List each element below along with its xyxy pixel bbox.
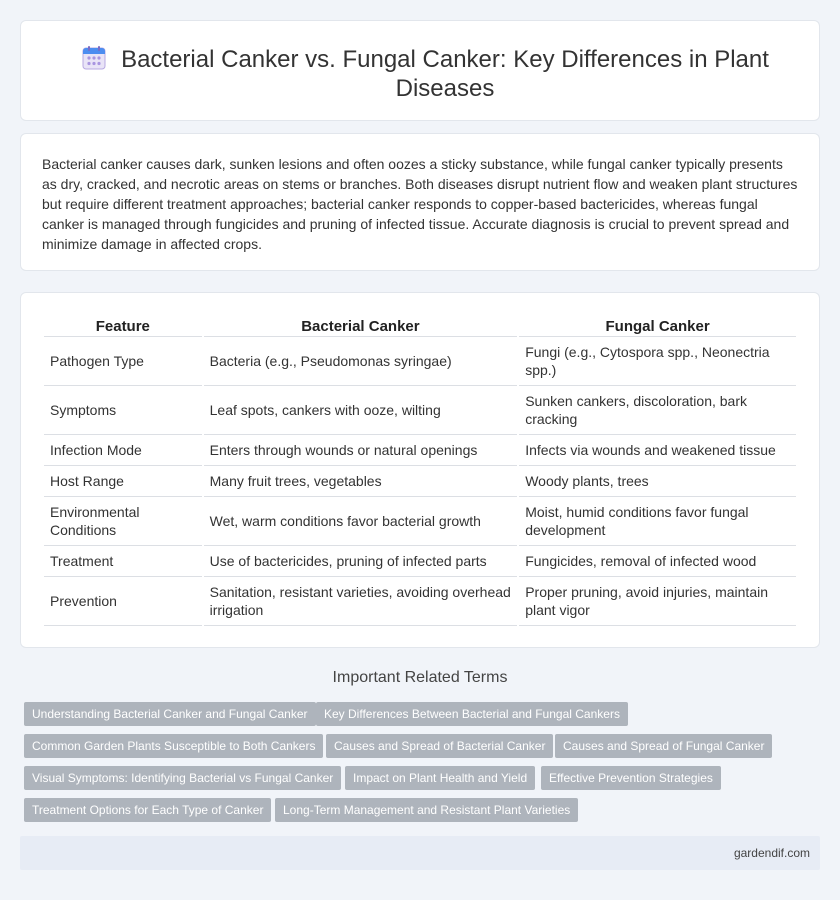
table-cell-feature: Environmental Conditions: [44, 497, 202, 546]
related-tag[interactable]: Effective Prevention Strategies: [541, 766, 721, 790]
comparison-table: [42, 313, 798, 626]
related-tag[interactable]: Visual Symptoms: Identifying Bacterial vs Fungal Canker: [24, 766, 341, 790]
table-cell-bacterial: Many fruit trees, vegetables: [204, 466, 518, 497]
table-cell-fungal: Sunken cankers, discoloration, bark cracking: [519, 386, 796, 435]
related-terms-heading: Important Related Terms: [332, 669, 508, 686]
related-tag[interactable]: Impact on Plant Health and Yield: [345, 766, 535, 790]
table-cell-fungal: Fungi (e.g., Cytospora spp., Neonectria spp.): [519, 337, 796, 386]
table-cell-bacterial: Bacteria (e.g., Pseudomonas syringae): [204, 337, 518, 386]
table-cell-fungal: Woody plants, trees: [519, 466, 796, 497]
table-cell-fungal: Infects via wounds and weakened tissue: [519, 435, 796, 466]
table-cell-feature: Prevention: [44, 577, 202, 626]
table-cell-feature: Infection Mode: [44, 435, 202, 466]
table-cell-fungal: Proper pruning, avoid injuries, maintain plant vigor: [519, 577, 796, 626]
intro-card: [20, 133, 820, 271]
table-row: [44, 577, 796, 626]
table-cell-feature: Pathogen Type: [44, 337, 202, 386]
table-cell-feature: Host Range: [44, 466, 202, 497]
table-cell-bacterial: Wet, warm conditions favor bacterial growth: [204, 497, 518, 546]
related-tag[interactable]: Long-Term Management and Resistant Plant Varieties: [275, 798, 578, 822]
footer-site[interactable]: gardendif.com: [733, 846, 810, 860]
header-feature: Feature: [44, 313, 202, 337]
title-wrap: [21, 45, 819, 103]
table-header-row: [44, 313, 796, 337]
table-cell-bacterial: Enters through wounds or natural openings: [204, 435, 518, 466]
header-bacterial: Bacterial Canker: [204, 313, 518, 337]
table-cell-fungal: Moist, humid conditions favor fungal development: [519, 497, 796, 546]
table-row: [44, 337, 796, 386]
table-row: [44, 466, 796, 497]
table-cell-bacterial: Leaf spots, cankers with ooze, wilting: [204, 386, 518, 435]
page-title: Bacterial Canker vs. Fungal Canker: Key Differences in Plant Diseases: [121, 46, 769, 102]
table-cell-fungal: Fungicides, removal of infected wood: [519, 546, 796, 577]
related-tag[interactable]: Common Garden Plants Susceptible to Both Cankers: [24, 734, 323, 758]
related-tag[interactable]: Key Differences Between Bacterial and Fungal Cankers: [316, 702, 628, 726]
intro-paragraph: Bacterial canker causes dark, sunken lesions and often oozes a sticky substance, while fungal canker typically presents as dry, cracked, and necrotic areas on stems or branches. Both diseases disrupt nutrient flow and weaken plant structures but require different treatment approaches; bacterial canker responds to copper-based bactericides, whereas fungal canker is managed through fungicides and pruning of infected tissue. Accurate diagnosis is crucial to prevent spread and minimize damage in affected crops.: [42, 156, 798, 252]
table-row: [44, 435, 796, 466]
table-row: [44, 546, 796, 577]
table-row: [44, 386, 796, 435]
table-cell-bacterial: Sanitation, resistant varieties, avoiding overhead irrigation: [204, 577, 518, 626]
header-fungal: Fungal Canker: [519, 313, 796, 337]
related-tag[interactable]: Treatment Options for Each Type of Canker: [24, 798, 271, 822]
comparison-table-card: [20, 292, 820, 648]
related-tag[interactable]: Causes and Spread of Bacterial Canker: [326, 734, 553, 758]
footer: [20, 836, 820, 870]
title-card: [20, 20, 820, 121]
table-cell-bacterial: Use of bactericides, pruning of infected parts: [204, 546, 518, 577]
table-row: [44, 497, 796, 546]
related-tag[interactable]: Causes and Spread of Fungal Canker: [555, 734, 772, 758]
table-cell-feature: Treatment: [44, 546, 202, 577]
related-tag[interactable]: Understanding Bacterial Canker and Fungal Canker: [24, 702, 316, 726]
table-cell-feature: Symptoms: [44, 386, 202, 435]
